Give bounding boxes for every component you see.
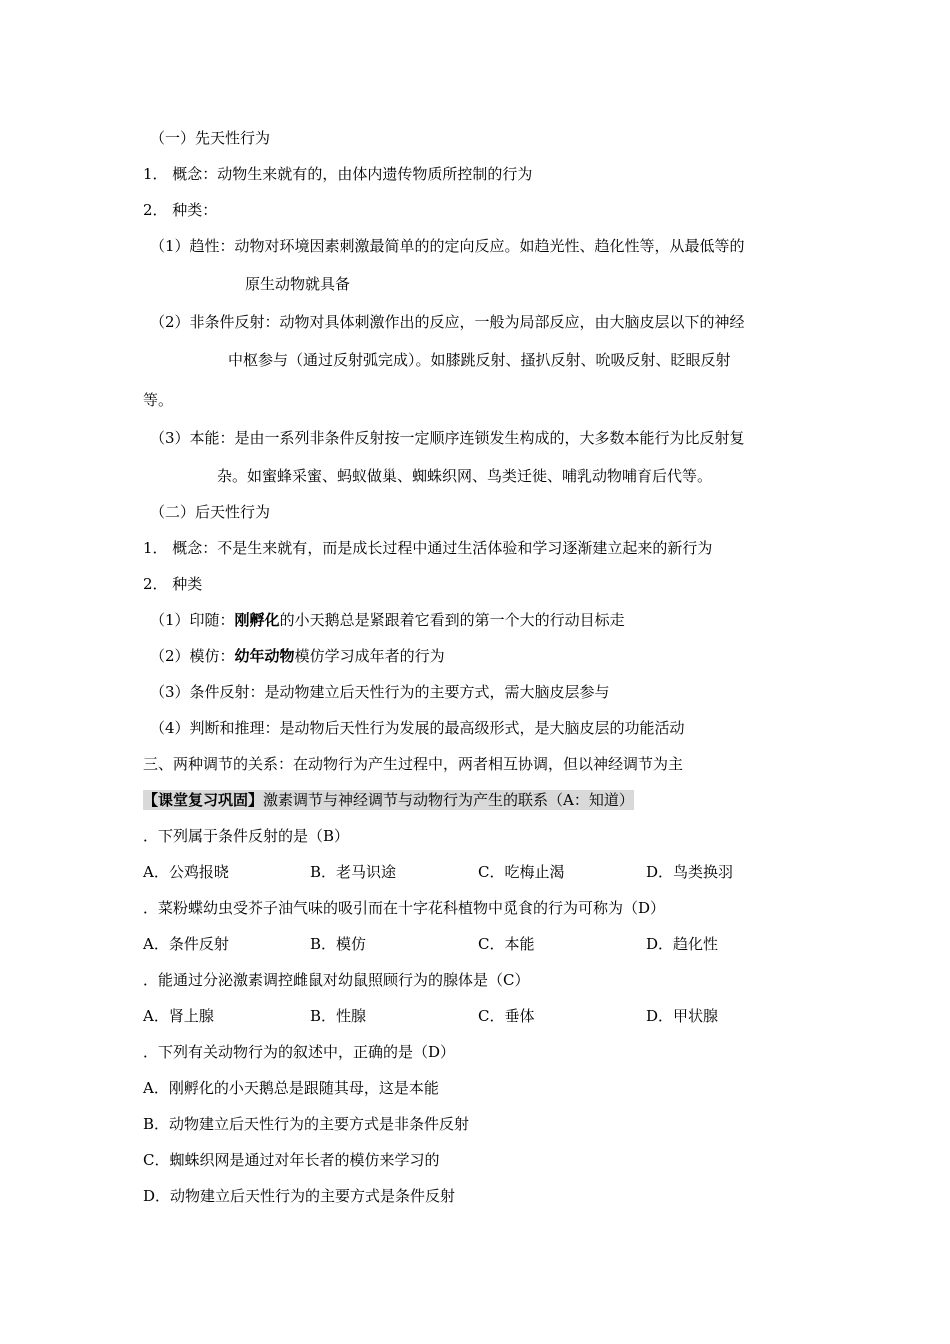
- taxis-line2: 原生动物就具备: [245, 275, 351, 293]
- review-heading-bold: 【课堂复习巩固】: [143, 791, 264, 809]
- question-2-option-d: D．趋化性: [646, 935, 719, 953]
- question-1-option-a: A．公鸡报晓: [143, 863, 229, 881]
- imitation-text: 模仿学习成年者的行为: [294, 647, 445, 665]
- section1-concept: 1． 概念：动物生来就有的，由体内遗传物质所控制的行为: [143, 165, 533, 183]
- review-heading: [143, 790, 634, 810]
- unconditioned-line3: 等。: [143, 391, 174, 409]
- imitation-line: [150, 646, 445, 666]
- question-4-stem: ．下列有关动物行为的叙述中，正确的是（D）: [143, 1043, 456, 1061]
- unconditioned-line1: （2）非条件反射：动物对具体刺激作出的反应，一般为局部反应，由大脑皮层以下的神经: [150, 313, 745, 331]
- taxis-line1: （1）趋性：动物对环境因素刺激最简单的的定向反应。如趋光性、趋化性等，从最低等的: [150, 237, 745, 255]
- imprinting-line: [150, 610, 625, 630]
- question-1-option-c: C．吃梅止渴: [478, 863, 565, 881]
- imitation-label: （2）模仿：: [150, 647, 235, 665]
- reasoning-line: （4）判断和推理：是动物后天性行为发展的最高级形式，是大脑皮层的功能活动: [150, 719, 685, 737]
- instinct-line1: （3）本能：是由一系列非条件反射按一定顺序连锁发生构成的，大多数本能行为比反射复: [150, 429, 745, 447]
- section1-types: 2． 种类：: [143, 201, 218, 219]
- question-3-stem: ．能通过分泌激素调控雌鼠对幼鼠照顾行为的腺体是（C）: [143, 971, 530, 989]
- question-2-option-b: B．模仿: [310, 935, 367, 953]
- question-2-option-c: C．本能: [478, 935, 535, 953]
- question-4-option-c: C．蜘蛛织网是通过对年长者的模仿来学习的: [143, 1151, 440, 1169]
- section1-title: （一）先天性行为: [150, 129, 271, 147]
- instinct-line2: 杂。如蜜蜂采蜜、蚂蚁做巢、蜘蛛织网、鸟类迁徙、哺乳动物哺育后代等。: [217, 467, 713, 485]
- question-4-option-d: D．动物建立后天性行为的主要方式是条件反射: [143, 1187, 456, 1205]
- section2-concept: 1． 概念：不是生来就有，而是成长过程中通过生活体验和学习逐渐建立起来的新行为: [143, 539, 713, 557]
- section2-title: （二）后天性行为: [150, 503, 271, 521]
- question-3-option-c: C．垂体: [478, 1007, 535, 1025]
- imprinting-text: 的小天鹅总是紧跟着它看到的第一个大的行动目标走: [279, 611, 625, 629]
- question-3-option-a: A．肾上腺: [143, 1007, 214, 1025]
- question-1-option-b: B．老马识途: [310, 863, 397, 881]
- section3-relation: 三、两种调节的关系：在动物行为产生过程中，两者相互协调，但以神经调节为主: [143, 755, 684, 773]
- question-2-stem: ．菜粉蝶幼虫受芥子油气味的吸引而在十字花科植物中觅食的行为可称为（D）: [143, 899, 666, 917]
- section2-types: 2． 种类: [143, 575, 203, 593]
- review-heading-text: 激素调节与神经调节与动物行为产生的联系（A：知道）: [263, 791, 634, 809]
- question-1-option-d: D．鸟类换羽: [646, 863, 734, 881]
- imprinting-emphasis: 刚孵化: [234, 611, 280, 629]
- question-1-stem: ．下列属于条件反射的是（B）: [143, 827, 350, 845]
- question-4-option-b: B．动物建立后天性行为的主要方式是非条件反射: [143, 1115, 470, 1133]
- conditioned-reflex-line: （3）条件反射：是动物建立后天性行为的主要方式，需大脑皮层参与: [150, 683, 610, 701]
- question-3-option-b: B．性腺: [310, 1007, 367, 1025]
- question-4-option-a: A．刚孵化的小天鹅总是跟随其母，这是本能: [143, 1079, 439, 1097]
- question-3-option-d: D．甲状腺: [646, 1007, 719, 1025]
- question-2-option-a: A．条件反射: [143, 935, 229, 953]
- imitation-emphasis: 幼年动物: [234, 647, 295, 665]
- unconditioned-line2: 中枢参与（通过反射弧完成）。如膝跳反射、搔扒反射、吮吸反射、眨眼反射: [228, 351, 731, 369]
- imprinting-label: （1）印随：: [150, 611, 235, 629]
